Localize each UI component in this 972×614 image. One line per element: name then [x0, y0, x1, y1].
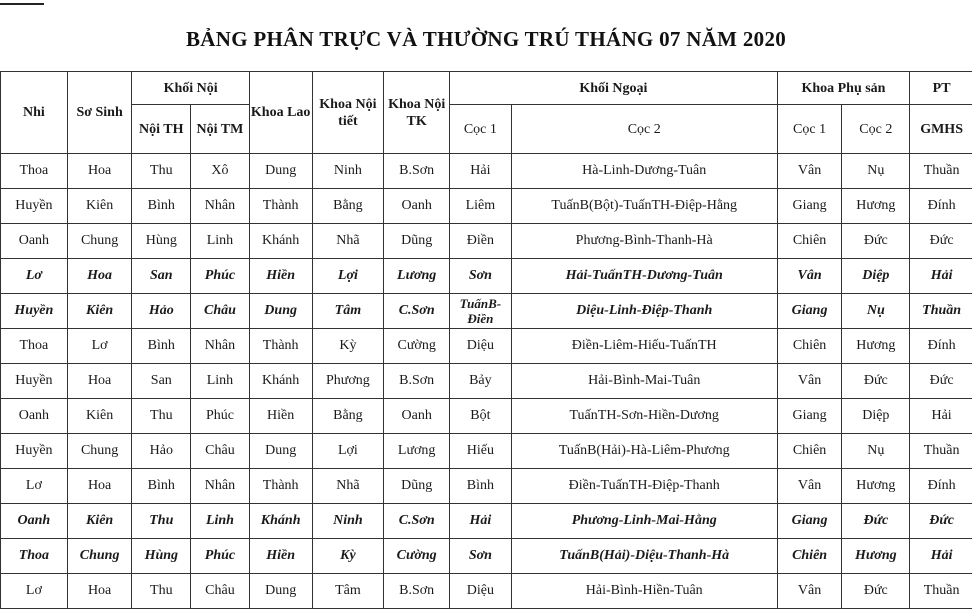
table-row [1, 294, 972, 329]
cell-khoa-noi-tk: Cường [384, 329, 450, 364]
cell-ps-coc1: Giang [777, 189, 842, 224]
cell-so-sinh: Kiên [67, 189, 132, 224]
table-body [1, 154, 972, 609]
cell-ps-coc2: Nụ [842, 154, 910, 189]
cell-nhi: Thoa [1, 329, 68, 364]
top-rule [0, 3, 44, 5]
header-pt: PT [910, 72, 972, 105]
cell-ps-coc2: Đức [842, 574, 910, 609]
cell-khoa-noi-tiet: Phương [312, 364, 384, 399]
cell-nhi: Lơ [1, 469, 68, 504]
cell-khoa-noi-tiet: Ninh [312, 504, 384, 539]
header-noi-th: Nội TH [132, 105, 191, 154]
cell-khoa-lao: Dung [249, 294, 312, 329]
cell-noi-th: Hùng [132, 224, 191, 259]
cell-khoa-noi-tk: B.Sơn [384, 154, 450, 189]
cell-noi-tm: Linh [191, 364, 250, 399]
cell-ps-coc1: Giang [777, 399, 842, 434]
cell-noi-tm: Châu [191, 434, 250, 469]
cell-noi-th: Bình [132, 469, 191, 504]
cell-noi-th: Thu [132, 504, 191, 539]
cell-ngoai-coc1: Hải [450, 504, 512, 539]
cell-ps-coc2: Hương [842, 329, 910, 364]
cell-ngoai-coc1: Diệu [450, 329, 512, 364]
cell-ngoai-coc2: Phương-Linh-Mai-Hằng [511, 504, 777, 539]
cell-pt-gmhs: Hải [910, 399, 972, 434]
cell-so-sinh: Kiên [67, 294, 132, 329]
cell-ngoai-coc1: Hiếu [450, 434, 512, 469]
cell-ps-coc2: Hương [842, 469, 910, 504]
header-ps-coc2: Cọc 2 [842, 105, 910, 154]
cell-nhi: Lơ [1, 574, 68, 609]
table-header [1, 72, 972, 154]
cell-nhi: Oanh [1, 399, 68, 434]
cell-khoa-lao: Hiền [249, 259, 312, 294]
cell-pt-gmhs: Đức [910, 224, 972, 259]
cell-ngoai-coc2: TuấnB(Bột)-TuấnTH-Điệp-Hằng [511, 189, 777, 224]
cell-khoa-lao: Khánh [249, 364, 312, 399]
cell-khoa-noi-tk: C.Sơn [384, 504, 450, 539]
cell-so-sinh: Hoa [67, 364, 132, 399]
cell-khoa-noi-tk: Lương [384, 259, 450, 294]
cell-pt-gmhs: Thuần [910, 154, 972, 189]
cell-so-sinh: Kiên [67, 504, 132, 539]
cell-ps-coc2: Nụ [842, 294, 910, 329]
cell-ngoai-coc1: Sơn [450, 259, 512, 294]
cell-ngoai-coc2: TuấnB(Hải)-Hà-Liêm-Phương [511, 434, 777, 469]
cell-khoa-noi-tk: Cường [384, 539, 450, 574]
cell-ps-coc2: Đức [842, 504, 910, 539]
cell-pt-gmhs: Đức [910, 364, 972, 399]
cell-so-sinh: Chung [67, 434, 132, 469]
cell-ngoai-coc2: Hải-Bình-Hiền-Tuân [511, 574, 777, 609]
cell-ngoai-coc1: TuấnB-Điền [450, 294, 512, 329]
table-row [1, 399, 972, 434]
cell-noi-th: Hùng [132, 539, 191, 574]
cell-khoa-noi-tiet: Bằng [312, 399, 384, 434]
cell-ngoai-coc2: Hải-Bình-Mai-Tuân [511, 364, 777, 399]
table-row [1, 189, 972, 224]
cell-khoa-lao: Dung [249, 574, 312, 609]
cell-khoa-noi-tk: Lương [384, 434, 450, 469]
header-ngoai-coc1: Cọc 1 [450, 105, 512, 154]
cell-ps-coc1: Chiên [777, 329, 842, 364]
cell-pt-gmhs: Thuần [910, 434, 972, 469]
cell-noi-tm: Xô [191, 154, 250, 189]
cell-khoa-lao: Hiền [249, 539, 312, 574]
header-khoi-noi: Khối Nội [132, 72, 249, 105]
table-row [1, 574, 972, 609]
cell-nhi: Thoa [1, 539, 68, 574]
cell-khoa-lao: Thành [249, 189, 312, 224]
cell-ngoai-coc2: Hải-TuấnTH-Dương-Tuân [511, 259, 777, 294]
cell-khoa-lao: Dung [249, 434, 312, 469]
cell-pt-gmhs: Đính [910, 189, 972, 224]
cell-ps-coc1: Chiên [777, 539, 842, 574]
cell-so-sinh: Hoa [67, 259, 132, 294]
header-nhi: Nhi [1, 72, 68, 154]
cell-noi-tm: Linh [191, 504, 250, 539]
cell-ngoai-coc1: Bột [450, 399, 512, 434]
cell-noi-th: Bình [132, 189, 191, 224]
cell-noi-tm: Châu [191, 574, 250, 609]
cell-ps-coc2: Diệp [842, 259, 910, 294]
cell-noi-th: Bình [132, 329, 191, 364]
cell-noi-th: Thu [132, 574, 191, 609]
cell-nhi: Huyền [1, 189, 68, 224]
cell-khoa-noi-tiet: Lợi [312, 434, 384, 469]
cell-khoa-noi-tk: Oanh [384, 399, 450, 434]
cell-khoa-lao: Khánh [249, 504, 312, 539]
cell-ngoai-coc2: Hà-Linh-Dương-Tuân [511, 154, 777, 189]
cell-nhi: Huyền [1, 294, 68, 329]
cell-khoa-lao: Thành [249, 469, 312, 504]
cell-khoa-noi-tk: Dũng [384, 469, 450, 504]
cell-noi-tm: Nhân [191, 329, 250, 364]
table-row [1, 504, 972, 539]
cell-khoa-lao: Thành [249, 329, 312, 364]
cell-pt-gmhs: Hải [910, 259, 972, 294]
cell-ps-coc2: Đức [842, 364, 910, 399]
cell-noi-tm: Phúc [191, 539, 250, 574]
cell-ngoai-coc1: Hải [450, 154, 512, 189]
cell-khoa-noi-tk: Oanh [384, 189, 450, 224]
cell-nhi: Oanh [1, 224, 68, 259]
cell-noi-tm: Phúc [191, 259, 250, 294]
cell-khoa-noi-tiet: Ninh [312, 154, 384, 189]
cell-khoa-noi-tiet: Tâm [312, 574, 384, 609]
header-so-sinh: Sơ Sinh [67, 72, 132, 154]
cell-noi-th: Thu [132, 399, 191, 434]
cell-so-sinh: Hoa [67, 574, 132, 609]
cell-noi-th: Thu [132, 154, 191, 189]
cell-noi-th: Hảo [132, 434, 191, 469]
cell-ngoai-coc1: Sơn [450, 539, 512, 574]
cell-ps-coc1: Vân [777, 154, 842, 189]
header-gmhs: GMHS [910, 105, 972, 154]
cell-khoa-noi-tk: C.Sơn [384, 294, 450, 329]
cell-noi-th: San [132, 364, 191, 399]
header-khoa-phu-san: Khoa Phụ sản [777, 72, 909, 105]
cell-noi-th: San [132, 259, 191, 294]
cell-khoa-noi-tiet: Kỳ [312, 539, 384, 574]
table-row [1, 329, 972, 364]
cell-ps-coc1: Vân [777, 469, 842, 504]
cell-khoa-noi-tiet: Nhã [312, 224, 384, 259]
table-row [1, 434, 972, 469]
cell-nhi: Huyền [1, 364, 68, 399]
cell-pt-gmhs: Thuần [910, 294, 972, 329]
table-row [1, 539, 972, 574]
cell-ps-coc2: Đức [842, 224, 910, 259]
cell-khoa-noi-tiet: Tâm [312, 294, 384, 329]
cell-so-sinh: Chung [67, 224, 132, 259]
cell-pt-gmhs: Đính [910, 329, 972, 364]
cell-ps-coc1: Giang [777, 504, 842, 539]
cell-noi-tm: Châu [191, 294, 250, 329]
cell-nhi: Thoa [1, 154, 68, 189]
cell-so-sinh: Kiên [67, 399, 132, 434]
cell-ngoai-coc2: TuấnTH-Sơn-Hiền-Dương [511, 399, 777, 434]
table-row [1, 469, 972, 504]
header-noi-tm: Nội TM [191, 105, 250, 154]
cell-so-sinh: Hoa [67, 154, 132, 189]
cell-so-sinh: Chung [67, 539, 132, 574]
cell-khoa-lao: Dung [249, 154, 312, 189]
header-ps-coc1: Cọc 1 [777, 105, 842, 154]
cell-khoa-noi-tk: Dũng [384, 224, 450, 259]
cell-pt-gmhs: Đức [910, 504, 972, 539]
cell-khoa-noi-tiet: Lợi [312, 259, 384, 294]
cell-khoa-noi-tiet: Kỳ [312, 329, 384, 364]
cell-ngoai-coc2: Điền-Liêm-Hiếu-TuấnTH [511, 329, 777, 364]
cell-ps-coc1: Chiên [777, 224, 842, 259]
cell-khoa-noi-tk: B.Sơn [384, 364, 450, 399]
cell-khoa-lao: Khánh [249, 224, 312, 259]
cell-pt-gmhs: Đính [910, 469, 972, 504]
cell-nhi: Huyền [1, 434, 68, 469]
cell-ps-coc2: Hương [842, 539, 910, 574]
cell-ngoai-coc1: Liêm [450, 189, 512, 224]
cell-ngoai-coc2: TuấnB(Hải)-Diệu-Thanh-Hà [511, 539, 777, 574]
cell-pt-gmhs: Hải [910, 539, 972, 574]
table-row [1, 224, 972, 259]
cell-khoa-noi-tiet: Bằng [312, 189, 384, 224]
cell-ngoai-coc1: Bình [450, 469, 512, 504]
cell-khoa-lao: Hiền [249, 399, 312, 434]
cell-nhi: Lơ [1, 259, 68, 294]
cell-noi-tm: Nhân [191, 189, 250, 224]
cell-khoa-noi-tiet: Nhã [312, 469, 384, 504]
cell-ngoai-coc2: Diệu-Linh-Điệp-Thanh [511, 294, 777, 329]
cell-noi-tm: Linh [191, 224, 250, 259]
table-row [1, 154, 972, 189]
schedule-table [0, 71, 972, 609]
cell-noi-tm: Nhân [191, 469, 250, 504]
header-ngoai-coc2: Cọc 2 [511, 105, 777, 154]
header-khoa-noi-tk: Khoa Nội TK [384, 72, 450, 154]
cell-ngoai-coc1: Điền [450, 224, 512, 259]
header-khoa-noi-tiet: Khoa Nội tiết [312, 72, 384, 154]
cell-ps-coc1: Giang [777, 294, 842, 329]
cell-ngoai-coc2: Điền-TuấnTH-Điệp-Thanh [511, 469, 777, 504]
cell-so-sinh: Lơ [67, 329, 132, 364]
cell-nhi: Oanh [1, 504, 68, 539]
cell-noi-tm: Phúc [191, 399, 250, 434]
cell-ps-coc1: Vân [777, 364, 842, 399]
cell-ngoai-coc1: Bảy [450, 364, 512, 399]
cell-pt-gmhs: Thuần [910, 574, 972, 609]
cell-ps-coc1: Vân [777, 574, 842, 609]
cell-ngoai-coc1: Diệu [450, 574, 512, 609]
header-khoi-ngoai: Khối Ngoại [450, 72, 778, 105]
cell-noi-th: Hảo [132, 294, 191, 329]
page-title: BẢNG PHÂN TRỰC VÀ THƯỜNG TRÚ THÁNG 07 NĂM 2020 [185, 27, 787, 51]
cell-khoa-noi-tk: B.Sơn [384, 574, 450, 609]
cell-so-sinh: Hoa [67, 469, 132, 504]
table-row [1, 364, 972, 399]
cell-ps-coc2: Hương [842, 189, 910, 224]
cell-ngoai-coc2: Phương-Bình-Thanh-Hà [511, 224, 777, 259]
table-row [1, 259, 972, 294]
header-khoa-lao: Khoa Lao [249, 72, 312, 154]
cell-ps-coc1: Chiên [777, 434, 842, 469]
cell-ps-coc1: Vân [777, 259, 842, 294]
cell-ps-coc2: Diệp [842, 399, 910, 434]
cell-ps-coc2: Nụ [842, 434, 910, 469]
